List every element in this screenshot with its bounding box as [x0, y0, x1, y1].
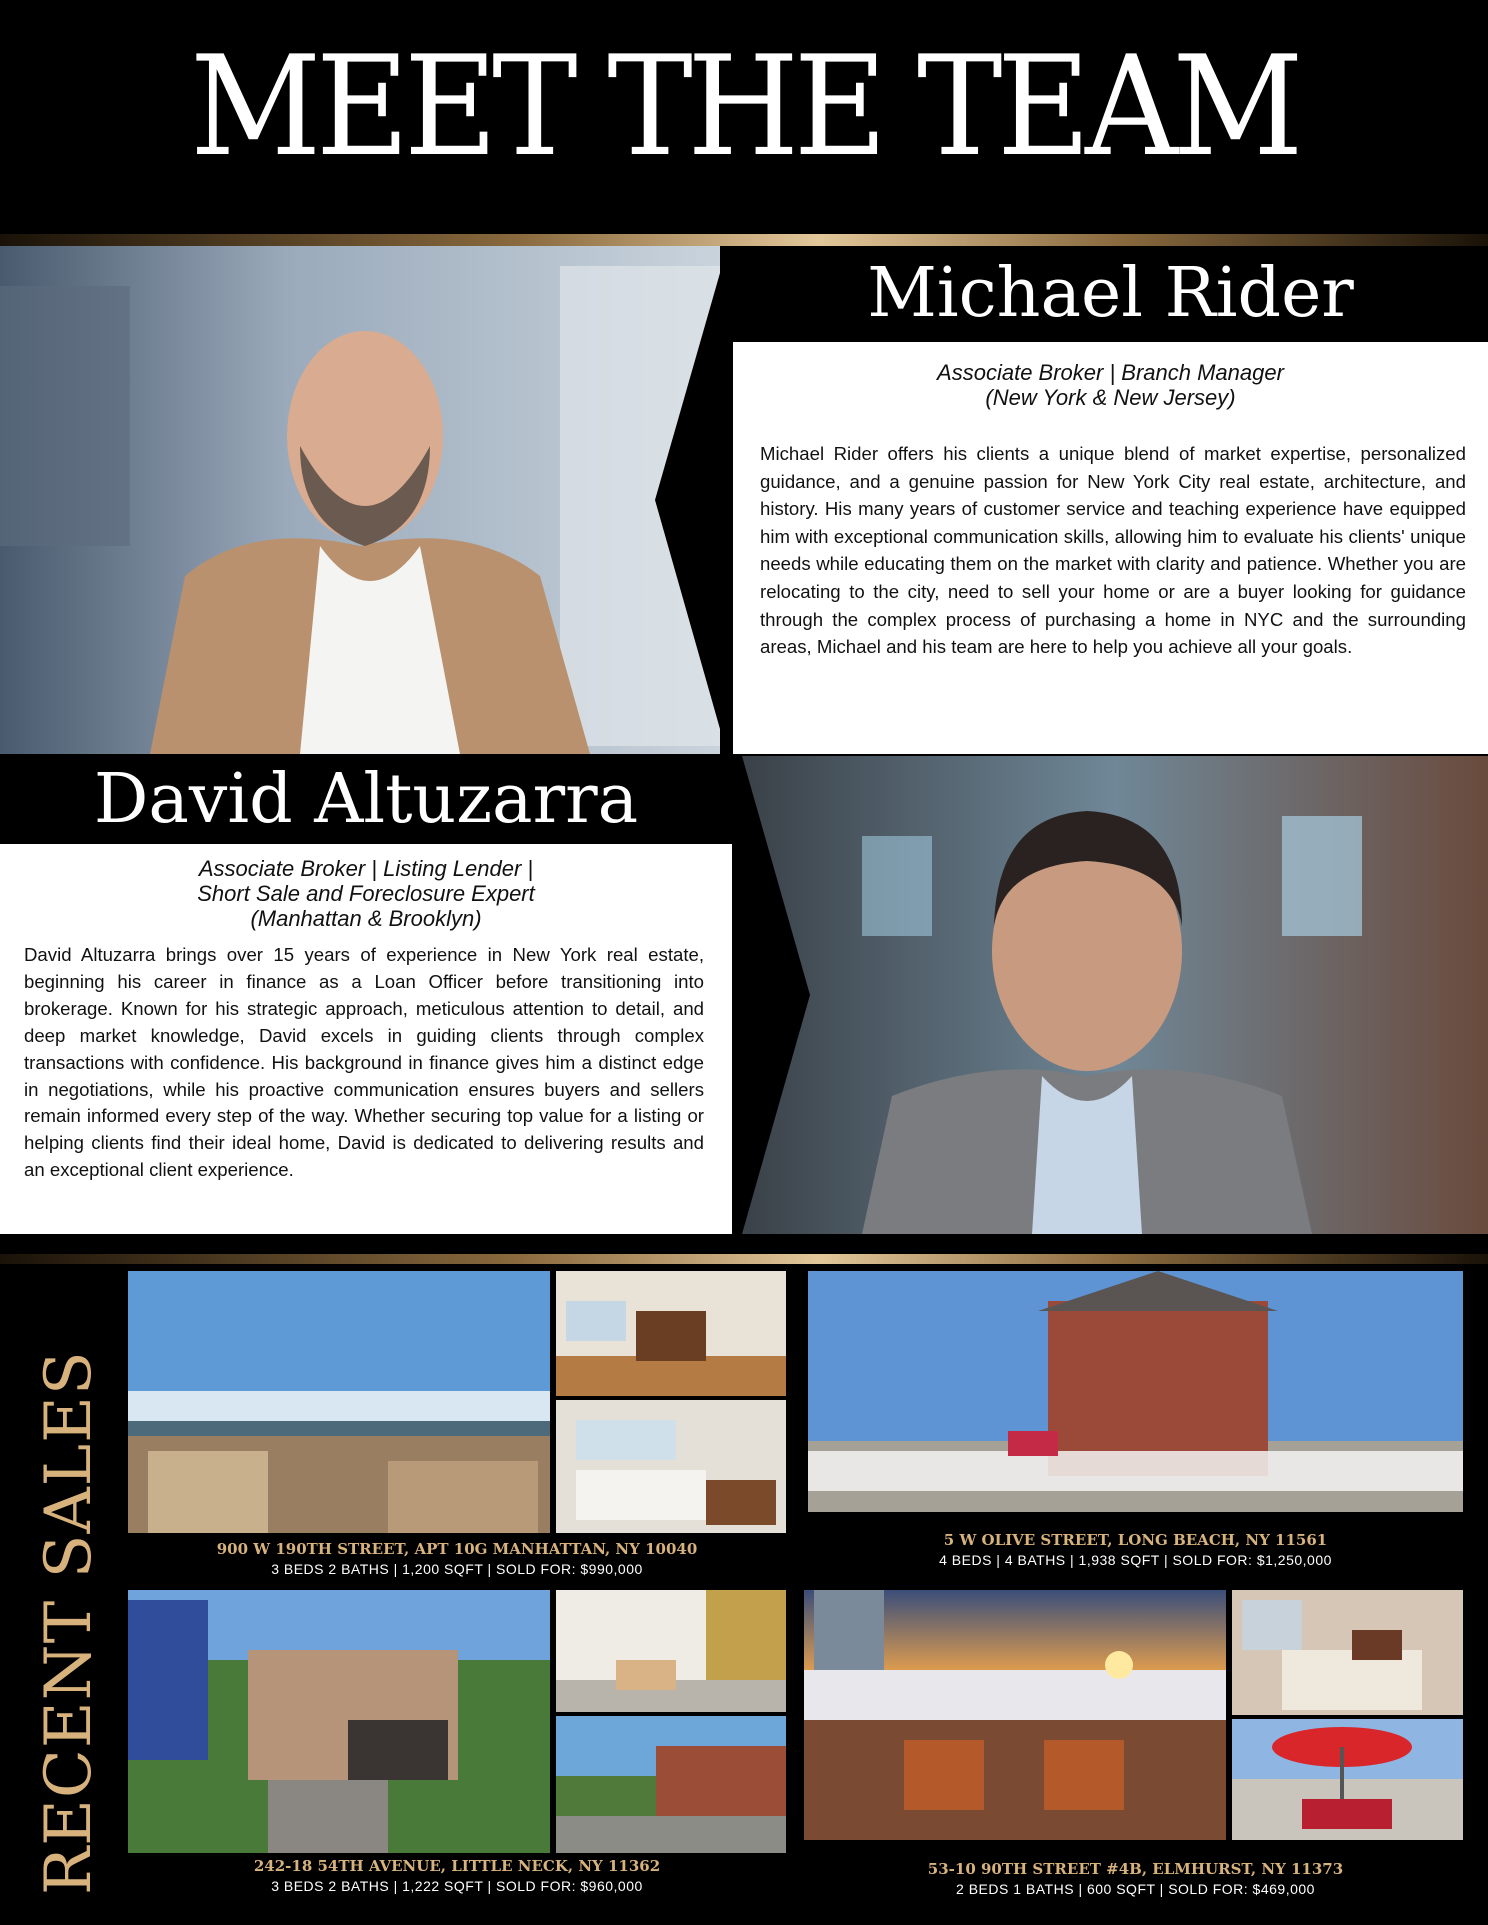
listing-photo — [128, 1590, 550, 1853]
david-altuzarra-info — [0, 844, 732, 1234]
header — [0, 0, 1488, 236]
listing-photo — [808, 1271, 1463, 1512]
listing-address: 5 W OLIVE STREET, LONG BEACH, NY 11561 — [943, 1531, 1328, 1549]
recent-sales-label: RECENT SALES — [32, 1350, 106, 1895]
listing-photo — [556, 1271, 786, 1396]
listing-details: 3 BEDS 2 BATHS | 1,200 SQFT | SOLD FOR: $990,000 — [271, 1561, 643, 1577]
david-altuzarra-bio: David Altuzarra brings over 15 years of experience in New York real estate, beginning his career in finance as a Loan Officer before transitioning into brokerage. Known for his strategic approach, meticulous attention to detail, and deep market knowledge, David excels in guiding clients through complex transactions with confidence. His background in finance gives him a distinct edge in negotiations, while his proactive communication ensures buyers and sellers remain informed every step of the way. Whether securing top value for a listing or helping clients find their ideal home, David is dedicated to delivering results and an exceptional client experience. — [24, 944, 704, 1181]
page-title: MEET THE TEAM — [189, 26, 1299, 187]
michael-rider-photo — [0, 246, 720, 754]
listing-address: 53-10 90TH STREET #4B, ELMHURST, NY 11373 — [927, 1860, 1344, 1878]
listing-photo — [556, 1590, 786, 1712]
david-altuzarra-photo — [742, 756, 1488, 1234]
david-altuzarra-specialty: Short Sale and Foreclosure Expert — [197, 881, 535, 906]
listing-photo — [1232, 1719, 1463, 1840]
david-altuzarra-name: David Altuzarra — [0, 756, 732, 844]
listing-address: 242-18 54TH AVENUE, LITTLE NECK, NY 11362 — [253, 1857, 661, 1875]
michael-rider-region: (New York & New Jersey) — [985, 385, 1236, 410]
listing-details: 2 BEDS 1 BATHS | 600 SQFT | SOLD FOR: $469,000 — [956, 1881, 1315, 1897]
listing-photo — [804, 1590, 1226, 1840]
listing-photo — [556, 1716, 786, 1853]
gold-divider — [0, 234, 1488, 246]
david-altuzarra-region: (Manhattan & Brooklyn) — [250, 906, 482, 931]
michael-rider-bio: Michael Rider offers his clients a unique blend of market expertise, personalized guidance, and a genuine passion for New York City real estate, architecture, and history. His many years of customer service and teaching experience have equipped him with exceptional communication skills, allowing him to evaluate his clients' unique needs while educating them on the market with clarity and patience. Whether you are relocating to the city, need to sell your home or are a buyer looking for guidance through the complex process of purchasing a home in NYC and the surrounding areas, Michael and his team are here to help you achieve all your goals. — [760, 443, 1466, 658]
michael-rider-name: Michael Rider — [733, 246, 1488, 342]
listing-photo — [556, 1400, 786, 1533]
listing-photo — [128, 1271, 550, 1533]
michael-rider-role: Associate Broker | Branch Manager — [937, 360, 1284, 385]
arrow-divider — [650, 246, 730, 754]
david-altuzarra-role: Associate Broker | Listing Lender | — [198, 856, 534, 881]
listing-details: 4 BEDS | 4 BATHS | 1,938 SQFT | SOLD FOR: $1,250,000 — [939, 1552, 1332, 1568]
listing-photo — [1232, 1590, 1463, 1715]
arrow-divider — [732, 756, 812, 1234]
listing-details: 3 BEDS 2 BATHS | 1,222 SQFT | SOLD FOR: $960,000 — [271, 1878, 643, 1894]
michael-rider-info — [733, 342, 1488, 754]
listing-address: 900 W 190TH STREET, APT 10G MANHATTAN, NY 10040 — [216, 1540, 698, 1558]
gold-divider — [0, 1254, 1488, 1264]
